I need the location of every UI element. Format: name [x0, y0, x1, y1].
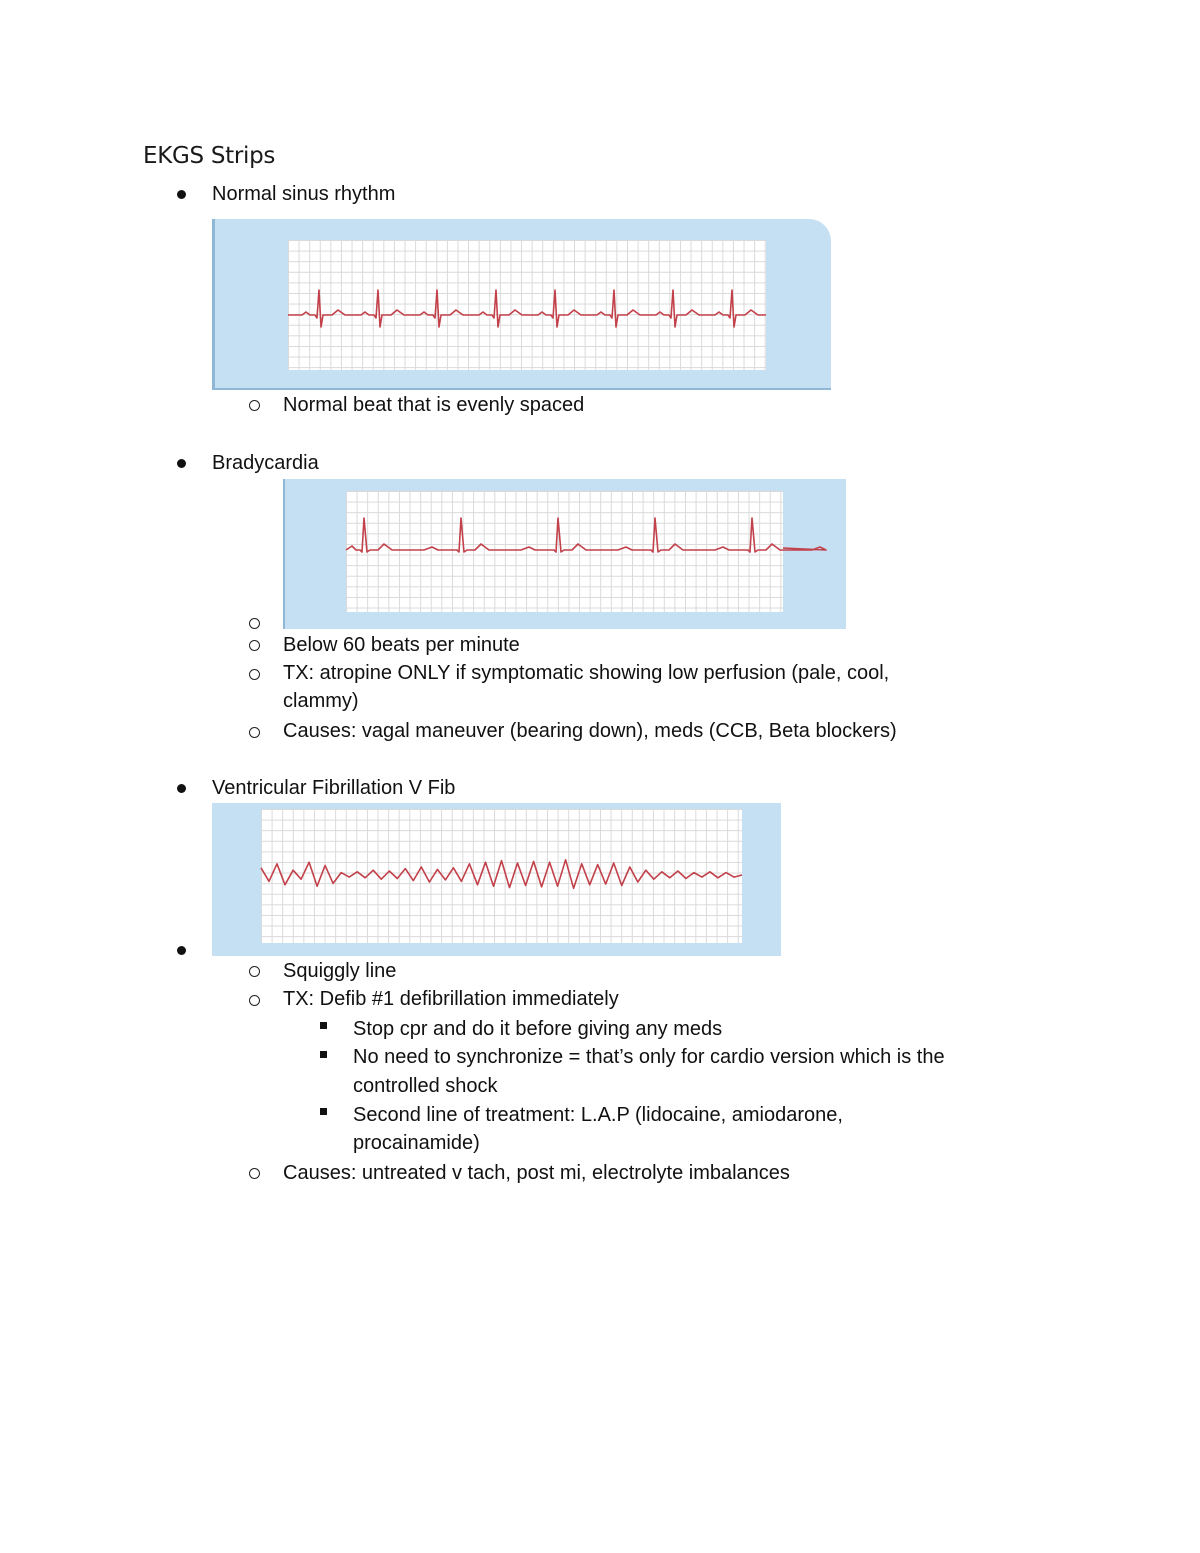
ekg-strip-normal-sinus: [212, 219, 831, 390]
ekg-trace: [212, 803, 781, 956]
heading-normal-sinus-rhythm: Normal sinus rhythm: [212, 183, 396, 205]
ekg-strip-vfib: [212, 803, 781, 956]
bullet-dot: [177, 459, 186, 468]
page-title: EKGS Strips: [143, 143, 276, 169]
note-brady-2-cont: clammy): [283, 690, 359, 712]
bullet-circle: [249, 640, 260, 651]
bullet-dot: [177, 190, 186, 199]
subnote-vfib-1: Stop cpr and do it before giving any meds: [353, 1018, 723, 1040]
bullet-circle: [249, 618, 260, 629]
note-nsr-1: Normal beat that is evenly spaced: [283, 394, 585, 416]
heading-vfib: Ventricular Fibrillation V Fib: [212, 777, 456, 799]
subnote-vfib-2-cont: controlled shock: [353, 1075, 498, 1097]
bullet-square: [320, 1108, 327, 1115]
bullet-circle: [249, 966, 260, 977]
heading-bradycardia: Bradycardia: [212, 452, 319, 474]
bullet-circle: [249, 995, 260, 1006]
bullet-circle: [249, 1168, 260, 1179]
bullet-circle: [249, 669, 260, 680]
ekg-trace: [283, 479, 846, 629]
subnote-vfib-3-cont: procainamide): [353, 1132, 480, 1154]
subnote-vfib-2: No need to synchronize = that’s only for cardio version which is the: [353, 1046, 945, 1068]
bullet-square: [320, 1051, 327, 1058]
note-vfib-3: Causes: untreated v tach, post mi, electrolyte imbalances: [283, 1162, 790, 1184]
bullet-circle: [249, 400, 260, 411]
ekg-strip-bradycardia: [283, 479, 846, 629]
note-vfib-2: TX: Defib #1 defibrillation immediately: [283, 988, 619, 1010]
note-brady-3: Causes: vagal maneuver (bearing down), meds (CCB, Beta blockers): [283, 720, 897, 742]
bullet-dot: [177, 784, 186, 793]
bullet-square: [320, 1022, 327, 1029]
subnote-vfib-3: Second line of treatment: L.A.P (lidocaine, amiodarone,: [353, 1104, 843, 1126]
bullet-circle: [249, 727, 260, 738]
bullet-dot: [177, 946, 186, 955]
note-vfib-1: Squiggly line: [283, 960, 397, 982]
note-brady-2: TX: atropine ONLY if symptomatic showing low perfusion (pale, cool,: [283, 662, 890, 684]
note-brady-1: Below 60 beats per minute: [283, 634, 520, 656]
ekg-trace: [212, 219, 831, 390]
